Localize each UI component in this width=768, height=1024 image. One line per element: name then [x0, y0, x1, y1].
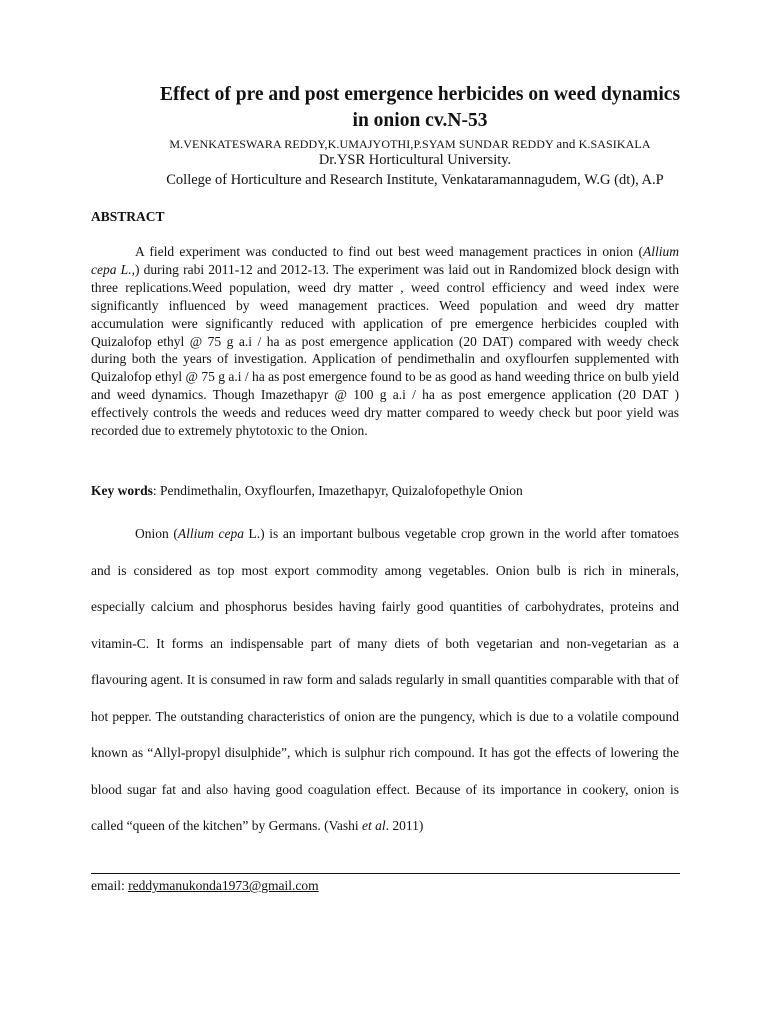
footnote-divider — [91, 873, 680, 874]
abstract-heading: ABSTRACT — [91, 209, 165, 224]
title-line-2: in onion cv.N-53 — [352, 110, 488, 131]
authors-names: M.VENKATESWARA REDDY,K.UMAJYOTHI,P.SYAM SUNDAR REDDY — [169, 137, 554, 151]
abstract-species-name: Allium cepa L., — [91, 244, 679, 277]
author-list — [60, 136, 760, 152]
authors-last: K.SASIKALA — [578, 137, 651, 151]
keywords-colon: : — [152, 483, 157, 498]
abstract-paragraph — [91, 243, 679, 440]
abstract-text-start: A field experiment was conducted to find out best weed management practices in onion ( — [135, 244, 643, 259]
abstract-text-rest: ) during rabi 2011-12 and 2012-13. The experiment was laid out in Randomized block design with three replications.Weed population, weed dry matter , weed control efficiency and weed index were significantly influenced by weed management practices. Weed population and weed dry matter accumulation were significantly reduced with application of pre emergence herbicides coupled with Quizalofop ethyl @ 75 g a.i / ha as post emergence application (20 DAT) compared with weedy check during both the years of investigation. Application of pendimethalin and oxyflourfen supplemented with Quizalofop ethyl @ 75 g a.i / ha as post emergence found to be as good as hand weeding thrice on bulb yield and weed dynamics. Though Imazethapyr @ 100 g a.i / ha as post emergence application (20 DAT ) effectively controls the weeds and reduces weed dry matter compared to weedy check but poor yield was recorded due to extremely phytotoxic to the Onion. — [91, 261, 679, 439]
keywords-line — [91, 482, 691, 500]
title-line-1: Effect of pre and post emergence herbicides on weed dynamics — [159, 84, 681, 105]
college-affiliation: College of Horticulture and Research Institute, Venkataramannagudem, W.G (dt), A.P — [166, 172, 664, 188]
introduction-paragraph — [91, 516, 679, 845]
intro-text-middle: L.) is an important bulbous vegetable crop grown in the world after tomatoes and is considered as top most export commodity among vegetables. Onion bulb is rich in minerals, especially calcium and phosphorus besides having fairly good quantities of carbohydrates, proteins and vitamin-C. It forms an indispensable part of many diets of both vegetarian and non-vegetarian as a flavouring agent. It is consumed in raw form and salads regularly in small quantities comparable with that of hot pepper. The outstanding characteristics of onion are the pungency, which is due to a volatile compound known as “Allyl-propyl disulphide”, which is sulphur rich compound. It has got the effects of lowering the blood sugar fat and also having good coagulation effect. Because of its importance in cookery, onion is called “queen of the kitchen” by Germans. (Vashi — [91, 526, 680, 833]
authors-and: and — [556, 136, 576, 151]
email-link[interactable]: reddymanukonda1973@gmail.com — [128, 878, 319, 893]
keywords-label: Key words — [91, 483, 153, 498]
footnote-email — [91, 877, 319, 895]
intro-text-start: Onion ( — [135, 526, 178, 541]
email-label: email: — [91, 878, 129, 893]
intro-citation-etal: et al — [362, 818, 386, 833]
university-affiliation: Dr.YSR Horticultural University. — [318, 152, 512, 168]
intro-text-end: . 2011) — [385, 818, 424, 833]
keywords-value: Pendimethalin, Oxyflourfen, Imazethapyr, Quizalofopethyle Onion — [156, 483, 523, 498]
intro-species-name: Allium cepa — [177, 526, 244, 541]
paper-title — [90, 82, 750, 134]
